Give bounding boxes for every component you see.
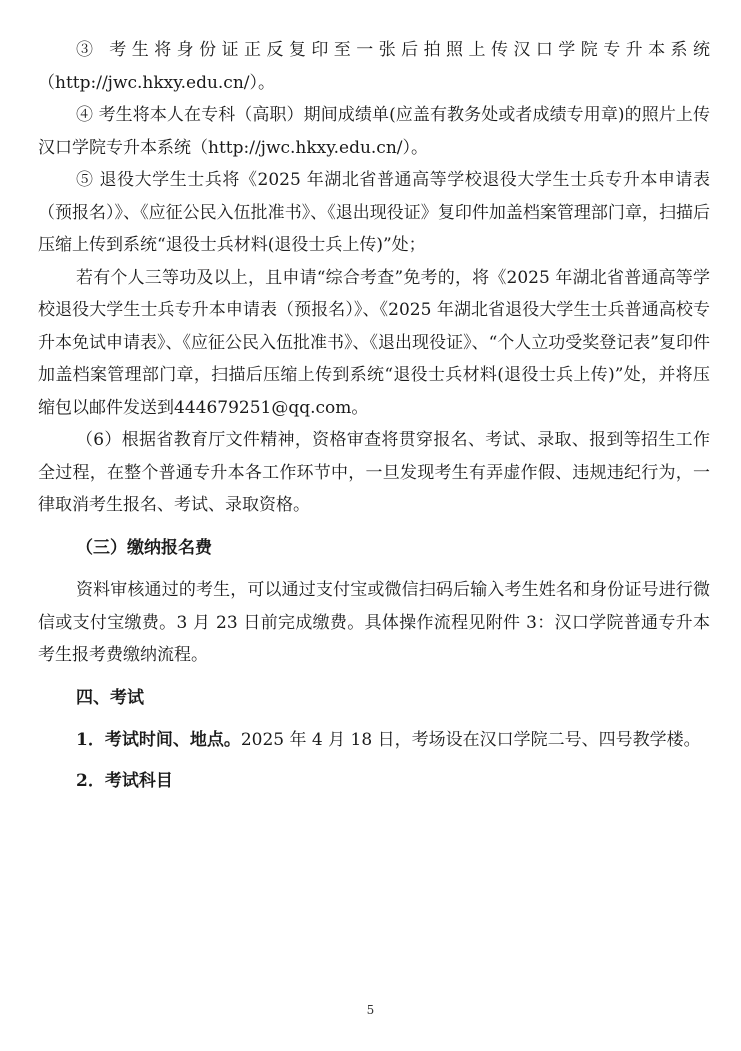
- paragraph-fee-payment: 资料审核通过的考生，可以通过支付宝或微信扫码后输入考生姓名和身份证号进行微信或支付宝缴费。3 月 23 日前完成缴费。具体操作流程见附件 3：汉口学院普通专升本考生报考费缴纳流程。: [38, 580, 710, 665]
- paragraph-exam-subjects: 2．考试科目: [76, 770, 173, 791]
- paragraph-merit-exemption: 若有个人三等功及以上，且申请“综合考查”免考的，将《2025 年湖北省普通高等学校退役大学生士兵专升本申请表（预报名）》、《2025 年湖北省退役大学生士兵普通高校专升本免试申请表》、《应征公民入伍批准书》、《退出现役证》、“个人立功受奖登记表”复印件加盖档案管理部门章，扫描后压缩上传到系统“退役士兵材料(退役士兵上传)”处，并将压缩包以邮件发送到444679251@qq.com。: [38, 267, 710, 418]
- page-content: [38, 34, 710, 797]
- paragraph-veteran-materials: ⑤ 退役大学生士兵将《2025 年湖北省普通高等学校退役大学生士兵专升本申请表（预报名）》、《应征公民入伍批准书》、《退出现役证》复印件加盖档案管理部门章，扫描后压缩上传到系统“退役士兵材料(退役士兵上传)”处；: [38, 170, 710, 255]
- paragraph-id-card-upload: ③ 考生将身份证正反复印至一张后拍照上传汉口学院专升本系统（http://jwc.hkxy.edu.cn/）。: [38, 40, 710, 93]
- paragraph-transcript-upload: ④ 考生将本人在专科（高职）期间成绩单(应盖有教务处或者成绩专用章)的照片上传汉口学院专升本系统（http://jwc.hkxy.edu.cn/）。: [38, 105, 710, 158]
- exam-time-label: 1．考试时间、地点。: [76, 730, 241, 750]
- section-heading-exam: 四、考试: [76, 687, 144, 708]
- page-number: 5: [366, 1003, 375, 1017]
- paragraph-exam-time-place: [38, 724, 710, 757]
- exam-time-detail: 2025 年 4 月 18 日，考场设在汉口学院二号、四号教学楼。: [240, 730, 701, 750]
- paragraph-qualification-review: （6）根据省教育厅文件精神，资格审查将贯穿报名、考试、录取、报到等招生工作全过程，在整个普通专升本各工作环节中，一旦发现考生有弄虚作假、违规违纪行为，一律取消考生报名、考试、录取资格。: [38, 430, 710, 515]
- section-heading-fee: （三）缴纳报名费: [76, 537, 212, 558]
